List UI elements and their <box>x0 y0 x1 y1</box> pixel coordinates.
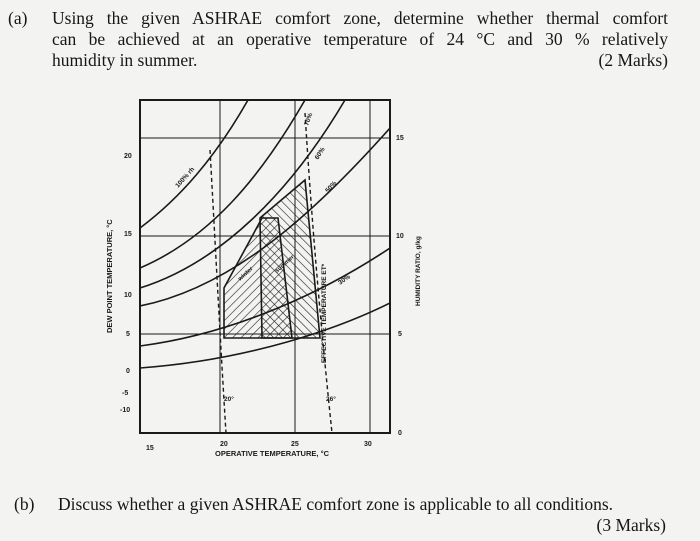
y-right-tick: 10 <box>396 233 404 240</box>
question-a-marks: (2 Marks) <box>598 50 668 70</box>
rh-label-60: 60% <box>313 146 327 162</box>
y-left-tick: 0 <box>126 368 130 375</box>
et-value-26: 26° <box>326 396 336 403</box>
y-axis-right-label: HUMIDITY RATIO, g/kg <box>415 236 422 306</box>
question-b-text: Discuss whether a given ASHRAE comfort zone is applicable to all conditions. <box>58 494 614 514</box>
question-b-marks: (3 Marks) <box>596 515 666 535</box>
rh-label-100: 100% rh <box>174 166 197 190</box>
y-right-tick: 15 <box>396 135 404 142</box>
question-b <box>14 494 666 538</box>
rh-label-50: 50% <box>324 179 339 195</box>
et-value-20: 20° <box>224 396 234 403</box>
question-a-label: (a) <box>8 8 28 28</box>
summer-zone-label: summer <box>274 254 296 275</box>
rh-curve-100 <box>140 100 248 228</box>
x-tick: 25 <box>291 441 299 448</box>
y-right-ticks <box>396 135 404 437</box>
et-axis-label: EFFECTIVE TEMPERATURE ET* <box>321 263 328 363</box>
x-axis-label: OPERATIVE TEMPERATURE, °C <box>215 449 329 458</box>
ashrae-comfort-chart <box>100 88 430 473</box>
y-left-tick: -10 <box>120 407 131 414</box>
y-left-tick: 15 <box>124 231 132 238</box>
y-left-tick: -5 <box>122 390 129 397</box>
y-left-tick: 5 <box>126 331 130 338</box>
y-left-ticks <box>120 153 132 414</box>
x-tick: 15 <box>146 445 154 452</box>
rh-label-70: 70% <box>303 112 315 127</box>
y-right-tick: 5 <box>398 331 402 338</box>
y-left-tick: 20 <box>124 153 132 160</box>
question-a-line-1: Using the given ASHRAE comfort zone, determine whether thermal comfort <box>52 8 668 28</box>
winter-zone-label: winter <box>237 266 255 283</box>
question-b-label: (b) <box>14 494 35 514</box>
y-left-tick: 10 <box>124 292 132 299</box>
x-tick: 30 <box>364 441 372 448</box>
question-a-line-3: humidity in summer. <box>52 50 198 70</box>
x-tick: 20 <box>220 441 228 448</box>
question-a-line-2: can be achieved at an operative temperature of 24 °C and 30 % relatively <box>52 29 668 49</box>
rh-label-30: 30% <box>337 273 352 287</box>
y-right-tick: 0 <box>398 430 402 437</box>
y-axis-left-label: DEW POINT TEMPERATURE, °C <box>105 219 114 333</box>
